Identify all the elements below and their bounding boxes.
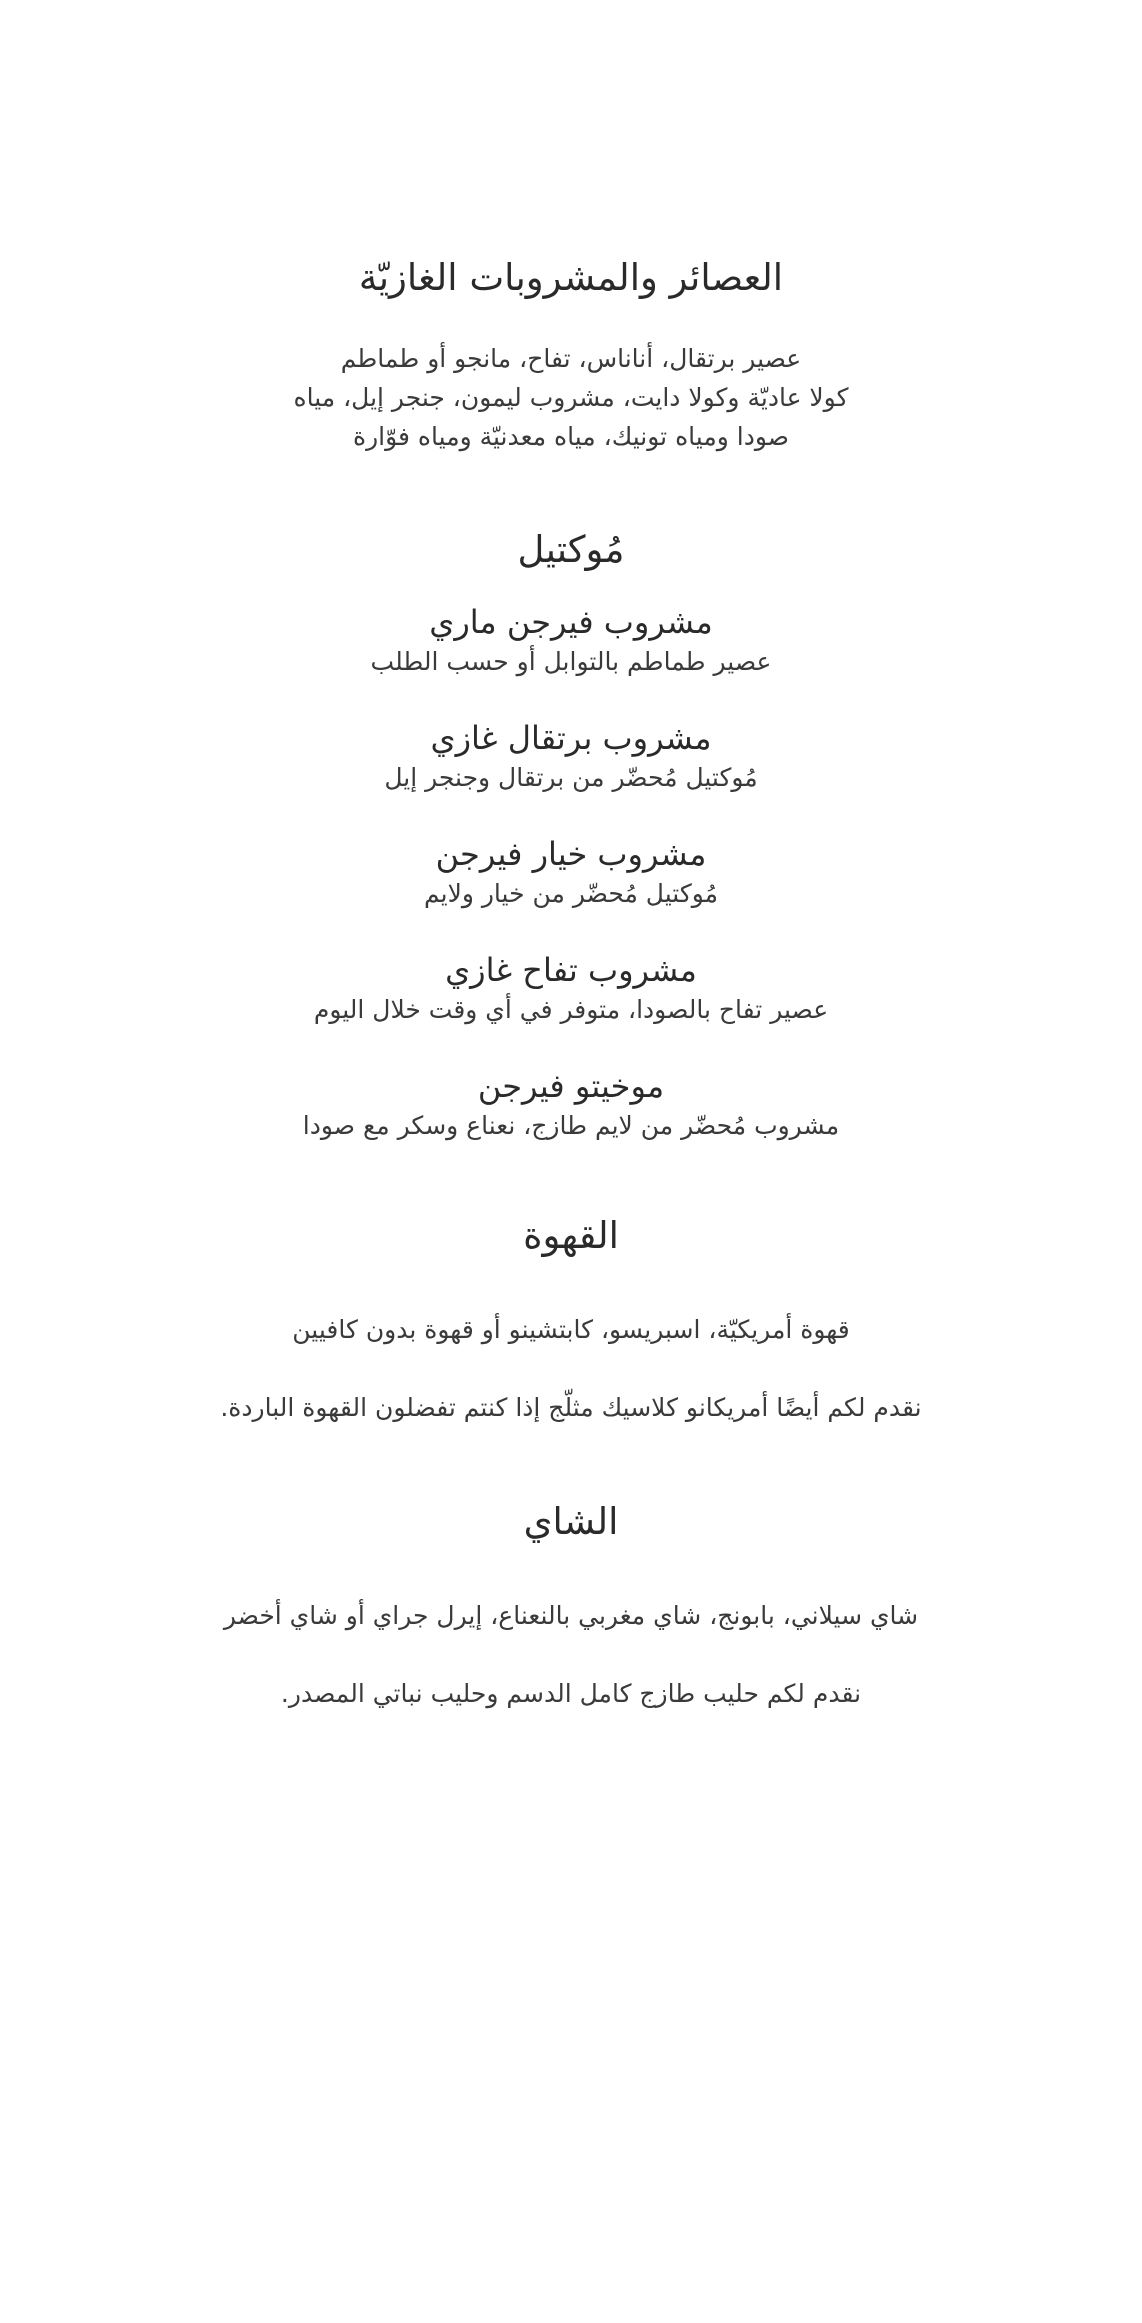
tea-section xyxy=(0,1496,1142,1712)
menu-item-name: مشروب فيرجن ماري xyxy=(429,603,713,641)
menu-item xyxy=(0,716,1142,796)
tea-title: الشاي xyxy=(523,1500,619,1543)
coffee-note: نقدم لكم أيضًا أمريكانو كلاسيك مثلّج إذا كنتم تفضلون القهوة الباردة. xyxy=(220,1393,922,1422)
juices-title: العصائر والمشروبات الغازيّة xyxy=(358,256,784,299)
menu-item-description: مُوكتيل مُحضّر من برتقال وجنجر إيل xyxy=(384,763,758,792)
menu-item xyxy=(0,600,1142,680)
coffee-title: القهوة xyxy=(523,1214,619,1257)
menu-item-description: مُوكتيل مُحضّر من خيار ولايم xyxy=(423,879,719,908)
menu-item-name: مشروب برتقال غازي xyxy=(430,719,712,757)
juices-line: صودا ومياه تونيك، مياه معدنيّة ومياه فوّارة xyxy=(353,422,789,451)
juices-list xyxy=(0,339,1142,456)
mocktails-section xyxy=(0,524,1142,1144)
menu-item-name: مشروب تفاح غازي xyxy=(445,951,697,989)
menu-item-name: موخيتو فيرجن xyxy=(477,1067,665,1105)
menu-item-name: مشروب خيار فيرجن xyxy=(435,835,707,873)
tea-note: نقدم لكم حليب طازج كامل الدسم وحليب نباتي المصدر. xyxy=(280,1679,862,1708)
menu-item xyxy=(0,832,1142,912)
juices-line: عصير برتقال، أناناس، تفاح، مانجو أو طماطم xyxy=(340,344,802,373)
coffee-options: قهوة أمريكيّة، اسبريسو، كابتشينو أو قهوة بدون كافيين xyxy=(292,1315,850,1344)
menu-item-description: عصير طماطم بالتوابل أو حسب الطلب xyxy=(370,647,772,676)
juices-section xyxy=(0,252,1142,456)
menu-item-description: عصير تفاح بالصودا، متوفر في أي وقت خلال اليوم xyxy=(313,995,829,1024)
juices-line: كولا عاديّة وكولا دايت، مشروب ليمون، جنجر إيل، مياه xyxy=(293,383,849,412)
mocktails-title: مُوكتيل xyxy=(517,528,625,571)
menu-item xyxy=(0,948,1142,1028)
menu-item-description: مشروب مُحضّر من لايم طازج، نعناع وسكر مع صودا xyxy=(302,1111,840,1140)
menu-item xyxy=(0,1064,1142,1144)
tea-options: شاي سيلاني، بابونج، شاي مغربي بالنعناع، إيرل جراي أو شاي أخضر xyxy=(223,1601,919,1630)
coffee-section xyxy=(0,1210,1142,1426)
